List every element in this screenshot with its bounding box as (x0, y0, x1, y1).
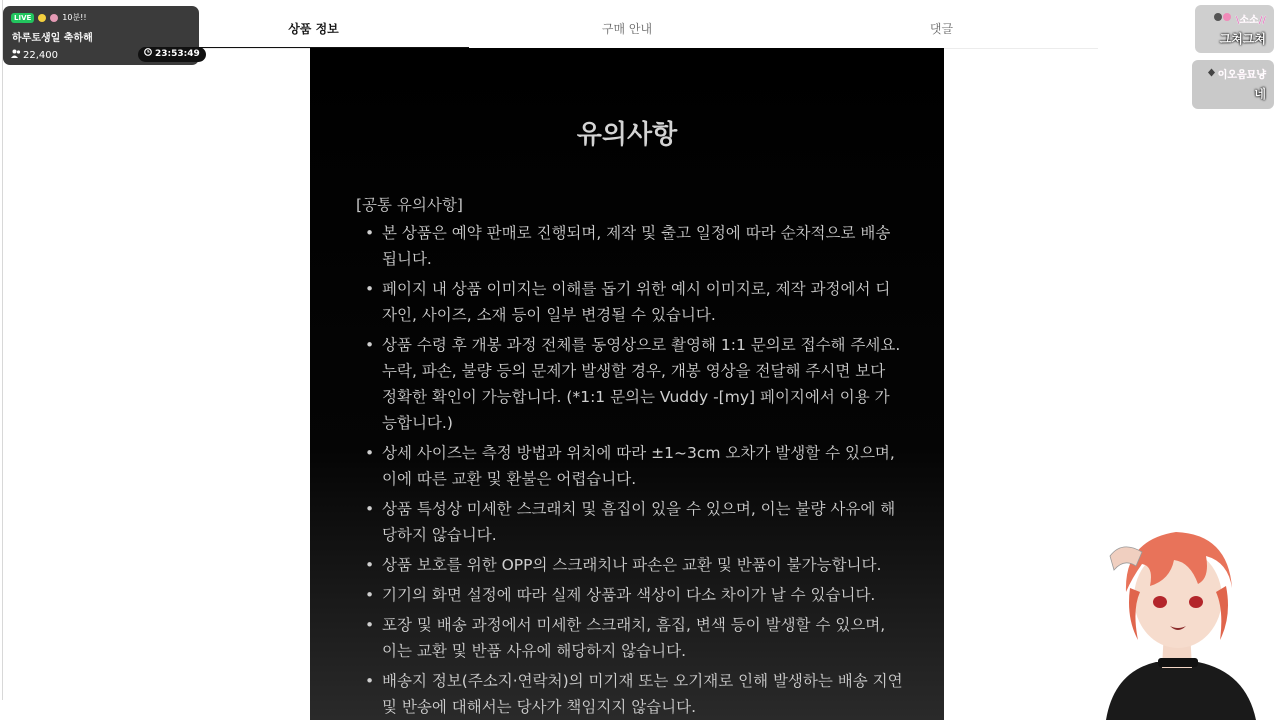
bullet: • (365, 586, 375, 604)
badge-icon (1207, 68, 1216, 80)
emoji-icon (1214, 12, 1234, 25)
chat-username (1207, 66, 1266, 81)
chat-message (1192, 60, 1274, 109)
live-badge: LIVE (11, 13, 34, 23)
bullet: • (365, 224, 375, 242)
viewer-count (11, 49, 58, 61)
list-item (356, 612, 904, 664)
product-detail-image (310, 48, 944, 720)
list-item-text: 상품 보호를 위한 OPP의 스크래치나 파손은 교환 및 반품이 불가능합니다. (382, 556, 882, 574)
chat-message (1195, 5, 1274, 53)
timer-value: 23:53:49 (155, 49, 200, 59)
chat-message-text: 그쳐그쳐 (1219, 32, 1266, 46)
bullet: • (365, 556, 375, 574)
bullet: • (365, 616, 375, 634)
viewers-icon (11, 49, 21, 61)
bullet: • (365, 336, 375, 354)
heart-icon (50, 14, 58, 22)
tab-purchase-guide[interactable]: 구매 안내 (601, 22, 653, 36)
chat-username-text: \소소// (1235, 15, 1266, 26)
list-item-text: 상품 특성상 미세한 스크래치 및 흠집이 있을 수 있으며, 이는 불량 사유에 해당하지 않습니다. (382, 500, 896, 544)
bullet: • (365, 500, 375, 518)
stream-timer (138, 47, 206, 62)
overlay-top-label: 10분!! (62, 13, 87, 22)
emoji-icon (38, 14, 46, 22)
list-item (356, 668, 904, 720)
tab-comments[interactable]: 댓글 (929, 22, 954, 36)
bullet: • (365, 672, 375, 690)
list-item-text: 본 상품은 예약 판매로 진행되며, 제작 및 출고 일정에 따라 순차적으로 배송됩니다. (382, 224, 891, 268)
chat-username-text: 이오음묘냥 (1217, 70, 1266, 81)
stream-info-overlay (3, 6, 199, 65)
chat-message-text: 네 (1254, 87, 1266, 101)
product-tabs (158, 10, 1098, 49)
list-item-text: 배송지 정보(주소지·연락처)의 미기재 또는 오기재로 인해 발생하는 배송 지연 및 반송에 대해서는 당사가 책임지지 않습니다. (382, 672, 903, 716)
list-item-text: 상품 수령 후 개봉 과정 전체를 동영상으로 촬영해 1:1 문의로 접수해 주세요. 누락, 파손, 불량 등의 문제가 발생할 경우, 개봉 영상을 전달해 주시면 보다 정확한 확인이 가능합니다. (*1:1 문의는 Vuddy -[my] 페이지에서 이용 가능합니다.) (382, 336, 901, 432)
list-item (356, 276, 904, 328)
section-heading: [공통 유의사항] (356, 196, 463, 214)
overlay-top-row (11, 12, 87, 23)
tab-product-info[interactable]: 상품 정보 (158, 10, 469, 49)
list-item-text: 페이지 내 상품 이미지는 이해를 돕기 위한 예시 이미지로, 제작 과정에서 디자인, 사이즈, 소재 등이 일부 변경될 수 있습니다. (382, 280, 891, 324)
viewer-count-value: 22,400 (23, 49, 58, 61)
vtuber-avatar (1078, 522, 1280, 720)
page-left-border (2, 0, 3, 700)
list-item (356, 440, 904, 492)
list-item-text: 포장 및 배송 과정에서 미세한 스크래치, 흠집, 변색 등이 발생할 수 있으며, 이는 교환 및 반품 사유에 해당하지 않습니다. (382, 616, 886, 660)
list-item-text: 상세 사이즈는 측정 방법과 위치에 따라 ±1~3cm 오차가 발생할 수 있으며, 이에 따른 교환 및 환불은 어렵습니다. (382, 444, 895, 488)
list-item (356, 332, 904, 436)
list-item (356, 582, 904, 608)
bullet: • (365, 280, 375, 298)
list-item-text: 기기의 화면 설정에 따라 실제 상품과 색상이 다소 차이가 날 수 있습니다. (382, 586, 876, 604)
chat-username (1214, 11, 1266, 26)
notice-list (356, 220, 904, 720)
bullet: • (365, 444, 375, 462)
stream-title: 하루토생일 축하해 (12, 33, 93, 44)
list-item (356, 220, 904, 272)
clock-icon (144, 47, 152, 62)
notice-title: 유의사항 (576, 120, 678, 150)
list-item (356, 496, 904, 548)
list-item (356, 552, 904, 578)
